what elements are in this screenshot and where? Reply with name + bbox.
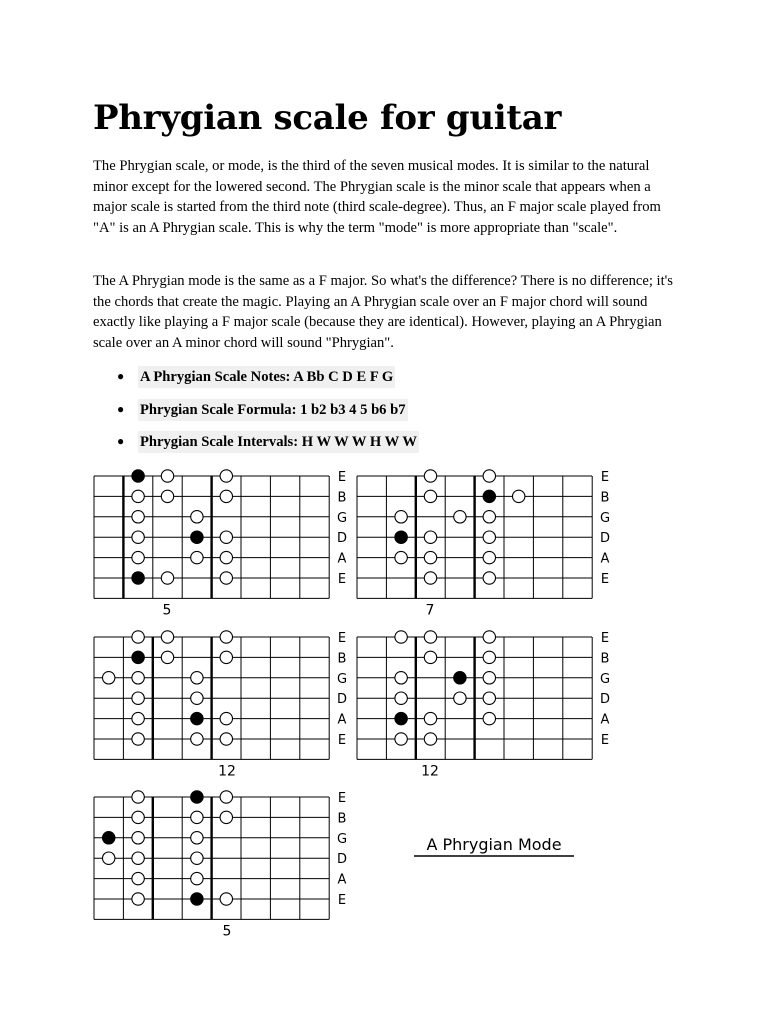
bullet-icon: ●	[117, 434, 125, 448]
explanation-paragraph: The A Phrygian mode is the same as a F major. So what's the difference? There is no difference; it's the chords that create the magic. Playing an A Phrygian scale over an F major chord will sound exactly like playing a F major scale (because they are identical). However, playing an A Phrygian scale over an A minor chord will sound "Phrygian".	[93, 273, 673, 352]
fret-position-label: 5	[162, 602, 172, 619]
scale-note-dot	[483, 651, 495, 663]
scale-note-dot	[161, 490, 173, 502]
bullet-icon: ●	[117, 369, 125, 383]
bullet-icon: ●	[117, 401, 125, 416]
scale-note-dot	[191, 672, 203, 684]
scale-note-dot	[454, 692, 466, 704]
string-name-label: A	[337, 872, 347, 888]
string-name-label: G	[599, 671, 611, 687]
scale-note-dot	[395, 692, 407, 704]
string-name-label: B	[600, 651, 610, 667]
string-name-label: D	[336, 692, 348, 708]
scale-note-dot	[513, 490, 525, 502]
string-name-label: E	[337, 893, 347, 908]
fretboard-diagram	[94, 791, 347, 940]
scale-note-dot	[424, 551, 436, 563]
page-title: Phrygian scale for guitar	[93, 98, 562, 138]
scale-note-dot	[191, 832, 203, 844]
scale-note-dot	[424, 733, 436, 745]
string-name-label: G	[336, 510, 348, 526]
scale-note-dot	[132, 832, 144, 844]
scale-note-dot	[161, 572, 173, 584]
scale-note-dot	[424, 490, 436, 502]
scale-note-dot	[132, 712, 144, 724]
scale-note-dot	[424, 572, 436, 584]
root-note-dot	[191, 712, 203, 724]
scale-note-dot	[483, 631, 495, 643]
scale-note-dot	[103, 852, 115, 864]
scale-note-dot	[191, 692, 203, 704]
scale-note-dot	[161, 470, 173, 482]
scale-note-dot	[132, 872, 144, 884]
scale-note-dot	[220, 893, 232, 905]
scale-note-dot	[395, 631, 407, 643]
fret-position-label: 5	[222, 923, 232, 940]
string-name-label: D	[599, 692, 611, 708]
figure-caption-text: A Phrygian Mode	[426, 835, 562, 854]
string-name-label: E	[337, 733, 347, 748]
scale-notes: A Phrygian Scale Notes: A Bb C D E F G	[138, 366, 395, 388]
fretboard-diagram	[357, 470, 610, 619]
string-name-label: D	[336, 852, 348, 868]
scale-note-dot	[220, 811, 232, 823]
scale-note-dot	[483, 511, 495, 523]
scale-note-dot	[395, 511, 407, 523]
string-name-label: B	[337, 811, 347, 827]
fretboard-diagram	[94, 470, 347, 619]
string-name-label: E	[337, 470, 347, 485]
fret-position-label: 12	[218, 763, 236, 780]
scale-note-dot	[161, 651, 173, 663]
string-name-label: B	[337, 651, 347, 667]
scale-note-dot	[483, 551, 495, 563]
root-note-dot	[132, 572, 144, 584]
scale-formula: Phrygian Scale Formula: 1 b2 b3 4 5 b6 b7	[138, 399, 408, 421]
scale-note-dot	[395, 672, 407, 684]
scale-note-dot	[483, 672, 495, 684]
string-name-label: G	[599, 510, 611, 526]
scale-note-dot	[161, 631, 173, 643]
string-name-label: A	[600, 551, 610, 567]
scale-note-dot	[220, 531, 232, 543]
string-name-label: E	[600, 470, 610, 485]
scale-note-dot	[454, 511, 466, 523]
string-name-label: D	[336, 531, 348, 547]
figure-caption	[414, 835, 574, 856]
scale-note-dot	[191, 852, 203, 864]
scale-note-dot	[220, 733, 232, 745]
scale-note-dot	[191, 872, 203, 884]
scale-note-dot	[220, 631, 232, 643]
root-note-dot	[395, 712, 407, 724]
fretboard-diagram	[94, 631, 347, 780]
root-note-dot	[191, 893, 203, 905]
string-name-label: B	[337, 490, 347, 506]
scale-note-dot	[220, 490, 232, 502]
string-name-label: A	[337, 712, 347, 728]
string-name-label: D	[599, 531, 611, 547]
string-name-label: A	[337, 551, 347, 567]
fretboard-diagram	[357, 631, 610, 780]
scale-note-dot	[483, 531, 495, 543]
scale-note-dot	[132, 733, 144, 745]
string-name-label: G	[336, 831, 348, 847]
scale-note-dot	[220, 551, 232, 563]
string-name-label: A	[600, 712, 610, 728]
root-note-dot	[191, 791, 203, 803]
fret-position-label: 7	[425, 602, 435, 619]
scale-note-dot	[424, 651, 436, 663]
string-name-label: E	[337, 791, 347, 806]
root-note-dot	[132, 470, 144, 482]
scale-note-dot	[103, 672, 115, 684]
scale-note-dot	[132, 893, 144, 905]
scale-note-dot	[132, 551, 144, 563]
scale-note-dot	[395, 733, 407, 745]
scale-note-dot	[132, 672, 144, 684]
scale-intervals: Phrygian Scale Intervals: H W W W H W W	[138, 431, 419, 453]
scale-note-dot	[424, 712, 436, 724]
scale-note-dot	[220, 470, 232, 482]
string-name-label: G	[336, 671, 348, 687]
scale-note-dot	[395, 551, 407, 563]
scale-note-dot	[132, 490, 144, 502]
scale-note-dot	[220, 572, 232, 584]
root-note-dot	[395, 531, 407, 543]
scale-note-dot	[132, 531, 144, 543]
scale-note-dot	[132, 631, 144, 643]
scale-note-dot	[132, 692, 144, 704]
string-name-label: E	[337, 572, 347, 587]
fret-position-label: 12	[421, 763, 439, 780]
scale-note-dot	[132, 811, 144, 823]
root-note-dot	[103, 832, 115, 844]
intro-paragraph: The Phrygian scale, or mode, is the third of the seven musical modes. It is similar to the natural minor except for the lowered second. The Phrygian scale is the minor scale that appears when a major scale is started from the third note (third scale-degree). Thus, an F major scale played from "A" is an A Phrygian scale. This is why the term "mode" is more appropriate than "scale".	[93, 158, 661, 237]
scale-note-dot	[191, 511, 203, 523]
scale-note-dot	[220, 712, 232, 724]
string-name-label: E	[600, 631, 610, 646]
root-note-dot	[132, 651, 144, 663]
scale-note-dot	[191, 733, 203, 745]
scale-note-dot	[220, 791, 232, 803]
scale-note-dot	[483, 572, 495, 584]
scale-note-dot	[483, 692, 495, 704]
scale-note-dot	[424, 531, 436, 543]
scale-note-dot	[132, 511, 144, 523]
scale-note-dot	[220, 651, 232, 663]
root-note-dot	[483, 490, 495, 502]
scale-note-dot	[132, 852, 144, 864]
string-name-label: E	[600, 733, 610, 748]
scale-note-dot	[132, 791, 144, 803]
root-note-dot	[191, 531, 203, 543]
scale-note-dot	[191, 551, 203, 563]
string-name-label: B	[600, 490, 610, 506]
scale-note-dot	[424, 631, 436, 643]
string-name-label: E	[337, 631, 347, 646]
scale-note-dot	[191, 811, 203, 823]
string-name-label: E	[600, 572, 610, 587]
root-note-dot	[454, 672, 466, 684]
scale-note-dot	[424, 470, 436, 482]
scale-note-dot	[483, 470, 495, 482]
scale-note-dot	[483, 712, 495, 724]
